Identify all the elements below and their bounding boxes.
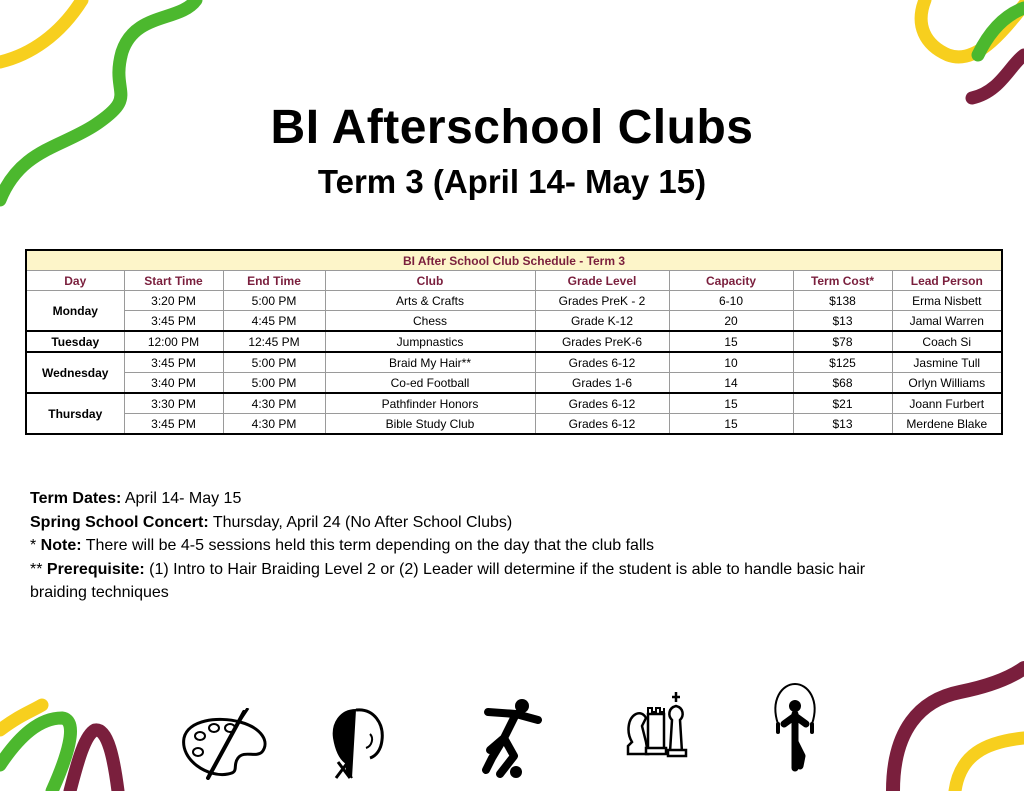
concert-line [30, 511, 900, 535]
term-dates-label: Term Dates: [30, 490, 122, 507]
grade-level-cell: Grades 6-12 [535, 352, 669, 373]
squiggle-green-bottom-left [0, 718, 71, 791]
capacity-cell: 10 [669, 352, 793, 373]
start-time-cell: 3:45 PM [124, 414, 223, 435]
capacity-cell: 15 [669, 393, 793, 414]
end-time-cell: 4:30 PM [223, 414, 325, 435]
note-label: Note: [40, 537, 82, 554]
squiggle-yellow-bottom-right [955, 738, 1024, 791]
term-cost-cell: $13 [793, 414, 892, 435]
table-row [26, 373, 1002, 394]
table-row [26, 414, 1002, 435]
jump-rope-icon [770, 680, 820, 772]
note-value: There will be 4-5 sessions held this term depending on the day that the club falls [81, 537, 655, 554]
prerequisite-line [30, 558, 900, 605]
capacity-cell: 15 [669, 414, 793, 435]
header-term-cost: Term Cost* [793, 271, 892, 291]
club-cell: Chess [325, 311, 535, 332]
grade-level-cell: Grades 6-12 [535, 414, 669, 435]
end-time-cell: 4:30 PM [223, 393, 325, 414]
lead-person-cell: Erma Nisbett [892, 291, 1002, 311]
squiggle-maroon-bottom-right [893, 668, 1024, 791]
term-dates-value: April 14- May 15 [121, 490, 242, 507]
start-time-cell: 3:20 PM [124, 291, 223, 311]
table-row [26, 331, 1002, 352]
lead-person-cell: Orlyn Williams [892, 373, 1002, 394]
capacity-cell: 15 [669, 331, 793, 352]
note-prefix: * [30, 537, 41, 554]
grade-level-cell: Grades PreK-6 [535, 331, 669, 352]
grade-level-cell: Grades 1-6 [535, 373, 669, 394]
chess-pieces-icon [622, 690, 690, 758]
concert-value: Thursday, April 24 (No After School Clubs) [208, 513, 513, 531]
capacity-cell: 20 [669, 311, 793, 332]
capacity-cell: 14 [669, 373, 793, 394]
term-dates-line [30, 487, 900, 511]
term-cost-cell: $21 [793, 393, 892, 414]
squiggle-yellow-top-right [921, 0, 1024, 57]
header-capacity: Capacity [669, 271, 793, 291]
capacity-cell: 6-10 [669, 291, 793, 311]
header-end-time: End Time [223, 271, 325, 291]
term-notes [30, 487, 900, 605]
note-line [30, 534, 900, 558]
start-time-cell: 3:40 PM [124, 373, 223, 394]
header-club: Club [325, 271, 535, 291]
day-cell-monday: Monday [26, 291, 124, 332]
start-time-cell: 3:30 PM [124, 393, 223, 414]
term-cost-cell: $68 [793, 373, 892, 394]
end-time-cell: 5:00 PM [223, 291, 325, 311]
lead-person-cell: Joann Furbert [892, 393, 1002, 414]
lead-person-cell: Coach Si [892, 331, 1002, 352]
squiggle-green-top-right [978, 8, 1024, 55]
club-cell: Bible Study Club [325, 414, 535, 435]
end-time-cell: 5:00 PM [223, 373, 325, 394]
paint-palette-icon [178, 708, 270, 780]
club-cell: Pathfinder Honors [325, 393, 535, 414]
club-cell: Jumpnastics [325, 331, 535, 352]
club-cell: Braid My Hair** [325, 352, 535, 373]
prereq-value: (1) Intro to Hair Braiding Level 2 or (2) Leader will determine if the student is able to handle basic hair braiding techniques [30, 560, 866, 601]
grade-level-cell: Grades 6-12 [535, 393, 669, 414]
page-title: BI Afterschool Clubs [270, 101, 754, 154]
club-schedule-table [25, 249, 1003, 435]
club-cell: Co-ed Football [325, 373, 535, 394]
concert-label: Spring School Concert: [30, 513, 209, 531]
header-grade-level: Grade Level [535, 271, 669, 291]
term-cost-cell: $13 [793, 311, 892, 332]
day-cell-tuesday: Tuesday [26, 331, 124, 352]
prereq-label: Prerequisite: [46, 560, 145, 578]
term-cost-cell: $125 [793, 352, 892, 373]
lead-person-cell: Jamal Warren [892, 311, 1002, 332]
lead-person-cell: Merdene Blake [892, 414, 1002, 435]
grade-level-cell: Grade K-12 [535, 311, 669, 332]
start-time-cell: 3:45 PM [124, 352, 223, 373]
squiggle-maroon-top-right [972, 55, 1024, 98]
squiggle-yellow-top-left [0, 0, 82, 62]
lead-person-cell: Jasmine Tull [892, 352, 1002, 373]
day-cell-thursday: Thursday [26, 393, 124, 434]
header-day: Day [26, 271, 124, 291]
squiggle-maroon-bottom-left [70, 730, 118, 791]
day-cell-wednesday: Wednesday [26, 352, 124, 393]
header-lead-person: Lead Person [892, 271, 1002, 291]
table-row [26, 393, 1002, 414]
table-row [26, 352, 1002, 373]
term-cost-cell: $78 [793, 331, 892, 352]
braided-hair-girl-icon [326, 704, 388, 782]
end-time-cell: 12:45 PM [223, 331, 325, 352]
soccer-player-icon [480, 698, 546, 780]
grade-level-cell: Grades PreK - 2 [535, 291, 669, 311]
start-time-cell: 12:00 PM [124, 331, 223, 352]
table-caption: BI After School Club Schedule - Term 3 [26, 250, 1002, 271]
prereq-prefix: ** [30, 560, 47, 578]
page-subtitle: Term 3 (April 14- May 15) [317, 163, 707, 200]
club-cell: Arts & Crafts [325, 291, 535, 311]
squiggle-yellow-bottom-left [0, 705, 42, 730]
end-time-cell: 4:45 PM [223, 311, 325, 332]
term-cost-cell: $138 [793, 291, 892, 311]
table-row [26, 291, 1002, 311]
table-header-row [26, 271, 1002, 291]
table-row [26, 311, 1002, 332]
start-time-cell: 3:45 PM [124, 311, 223, 332]
header-start-time: Start Time [124, 271, 223, 291]
end-time-cell: 5:00 PM [223, 352, 325, 373]
